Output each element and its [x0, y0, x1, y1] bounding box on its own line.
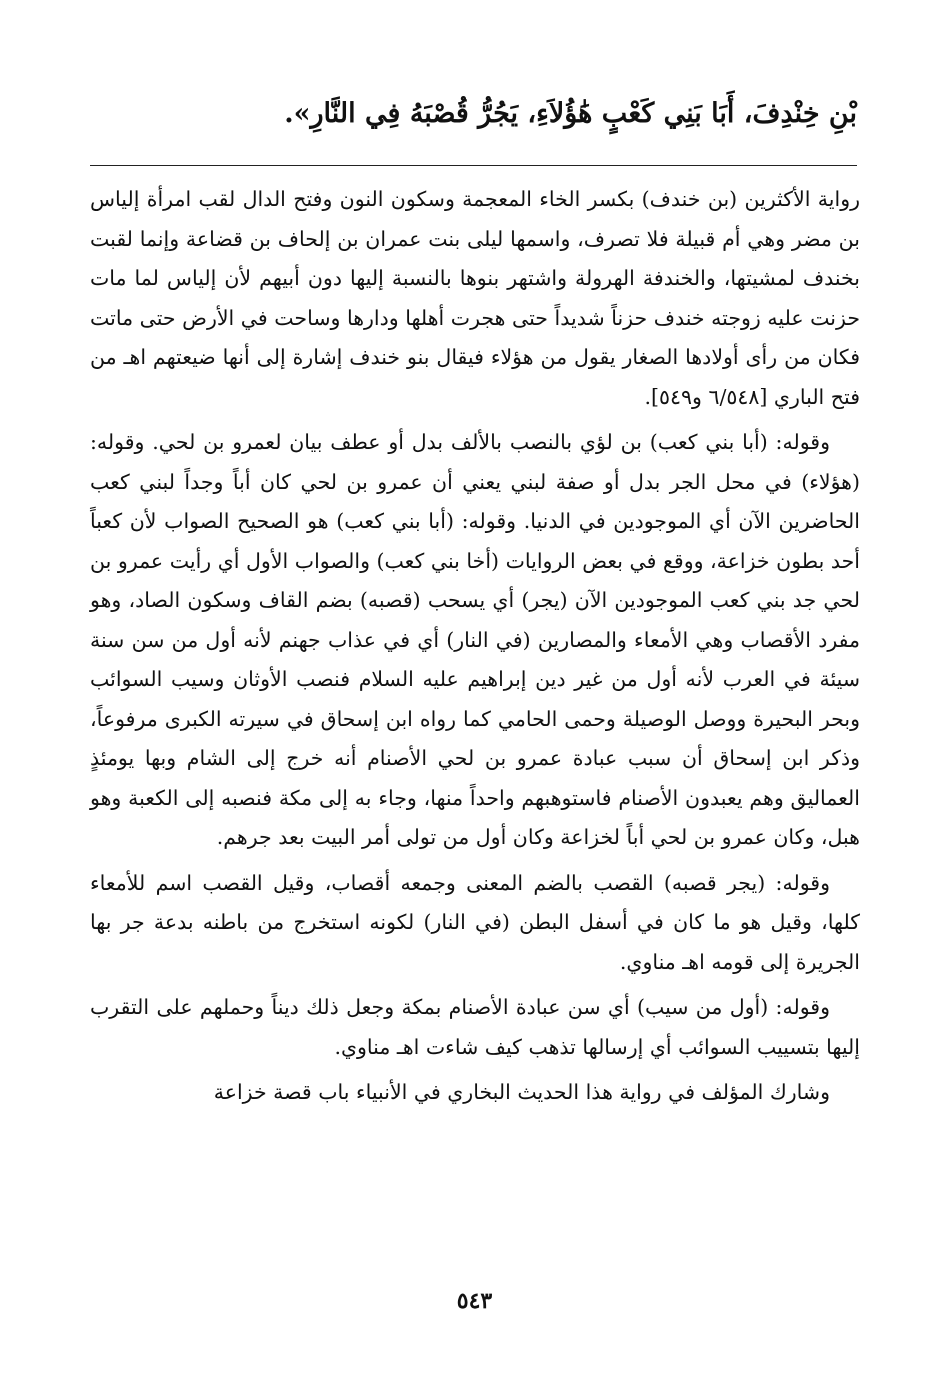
commentary-paragraph-2: وقوله: (أبا بني كعب) بن لؤي بالنصب بالألف بدل أو عطف بيان لعمرو بن لحي. وقوله: (هؤلاء) في محل الجر بدل أو صفة لبني يعني أن عمرو بن لحي كان أباً وجداً لبني كعب الحاضرين الآن أي الموجودين في الدنيا. وقوله: (أبا بني كعب) هو الصحيح الصواب لأن كعباً أحد بطون خزاعة، ووقع في بعض الروايات (أخا بني كعب) والصواب الأول أي رأيت عمرو بن لحي جد بني كعب الموجودين الآن (يجر) أي يسحب (قصبه) بضم القاف وسكون الصاد، وهو مفرد الأقصاب وهي الأمعاء والمصارين (في النار) أي في عذاب جهنم لأنه أول من سن سنة سيئة في العرب لأنه أول من غير دين إبراهيم عليه السلام فنصب الأوثان وسيب السوائب وبحر البحيرة ووصل الوصيلة وحمى الحامي كما رواه ابن إسحاق في سيرته الكبرى مرفوعاً، وذكر ابن إسحاق أن سبب عبادة عمرو بن لحي الأصنام أنه خرج إلى الشام وبها يومئذٍ العماليق وهم يعبدون الأصنام فاستوهبهم واحداً منها، وجاء به إلى مكة فنصبه إلى الكعبة وهو هبل، وكان عمرو بن لحي أباً لخزاعة وكان أول من تولى أمر البيت بعد جرهم.: [90, 430, 860, 849]
commentary-paragraph-3: وقوله: (يجر قصبه) القصب بالضم المعنى وجمعه أقصاب، وقيل القصب اسم للأمعاء كلها، وقيل هو ما كان في أسفل البطن (في النار) لكونه استخرج من باطنه بدعة جر بها الجريرة إلى قومه اهـ مناوي.: [90, 870, 860, 974]
page-number: ٥٤٣: [456, 1288, 493, 1314]
commentary-body: [90, 180, 860, 1119]
commentary-paragraph-4: وقوله: (أول من سيب) أي سن عبادة الأصنام بمكة وجعل ذلك ديناً وحملهم على التقرب إليها بتسييب السوائب أي إرسالها تذهب كيف شاءت اهـ مناوي.: [90, 995, 860, 1059]
separator-rule: [90, 165, 857, 166]
commentary-paragraph-1: رواية الأكثرين (بن خندف) بكسر الخاء المعجمة وسكون النون وفتح الدال لقب امرأة إلياس بن مضر وهي أم قبيلة فلا تصرف، واسمها ليلى بنت عمران بن إلحاف بن قضاعة وإنما لقبت بخندف لمشيتها، والخندفة الهرولة واشتهر بنوها بالنسبة إليها دون أبيهم لأن إلياس لما مات حزنت عليه زوجته خندف حزناً شديداً حتى هجرت أهلها ودارها وساحت في الأرض حتى ماتت فكان من رأى أولادها الصغار يقول من هؤلاء فيقال بنو خندف إشارة إلى أنها ضيعتهم اهـ من فتح الباري [٦/٥٤٨ و٥٤٩].: [90, 187, 860, 409]
hadith-closing-line: بْنِ خِنْدِفَ، أَبَا بَنِي كَعْبٍ هَٰؤُلاَءِ، يَجُرُّ قُصْبَهُ فِي النَّارِ».: [284, 98, 857, 129]
commentary-paragraph-5: وشارك المؤلف في رواية هذا الحديث البخاري في الأنبياء باب قصة خزاعة: [213, 1080, 830, 1104]
